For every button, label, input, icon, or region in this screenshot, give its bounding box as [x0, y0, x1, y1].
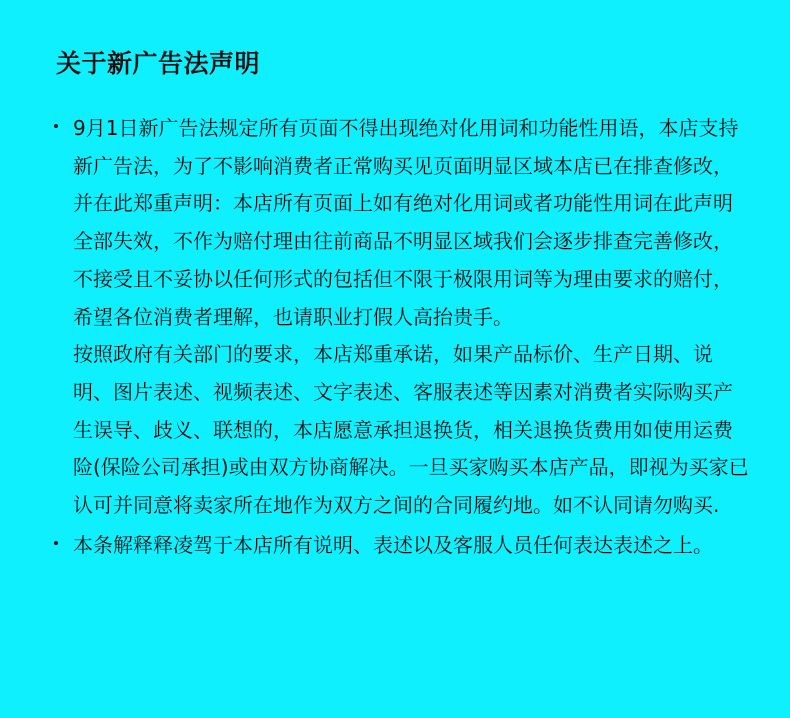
statement-paragraph-ad-law: 9月1日新广告法规定所有页面不得出现绝对化用词和功能性用语，本店支持新广告法，为了不影响消费者正常购买见页面明显区域本店已在排查修改，并在此郑重声明：本店所有页面上如有绝对化用词或者功能性用词在此声明全部失效，不作为赔付理由往前商品不明显区域我们会逐步排查完善修改，不接受且不妥协以任何形式的包括但不限于极限用词等为理由要求的赔付，希望各位消费者理解，也请职业打假人高抬贵手。 — [73, 116, 739, 329]
statement-list — [50, 110, 750, 564]
page-title: 关于新广告法声明 — [56, 49, 261, 78]
statement-paragraph-commitment: 按照政府有关部门的要求，本店郑重承诺，如果产品标价、生产日期、说明、图片表述、视频表述、文字表述、客服表述等因素对消费者实际购买产生误导、歧义、联想的，本店愿意承担退换货，相关退换货费用如使用运费险(保险公司承担)或由双方协商解决。一旦买家购买本店产品，即视为买家已认可并同意将卖家所在地作为双方之间的合同履约地。如不认同请勿购买. — [73, 342, 749, 518]
statement-paragraph-interpretation: 本条解释释凌驾于本店所有说明、表述以及客服人员任何表达表述之上。 — [73, 532, 713, 557]
bullet-dot-icon — [54, 124, 58, 128]
statement-item-interpretation — [50, 527, 750, 565]
statement-item-ad-law — [50, 110, 750, 525]
bullet-dot-icon — [54, 541, 58, 545]
